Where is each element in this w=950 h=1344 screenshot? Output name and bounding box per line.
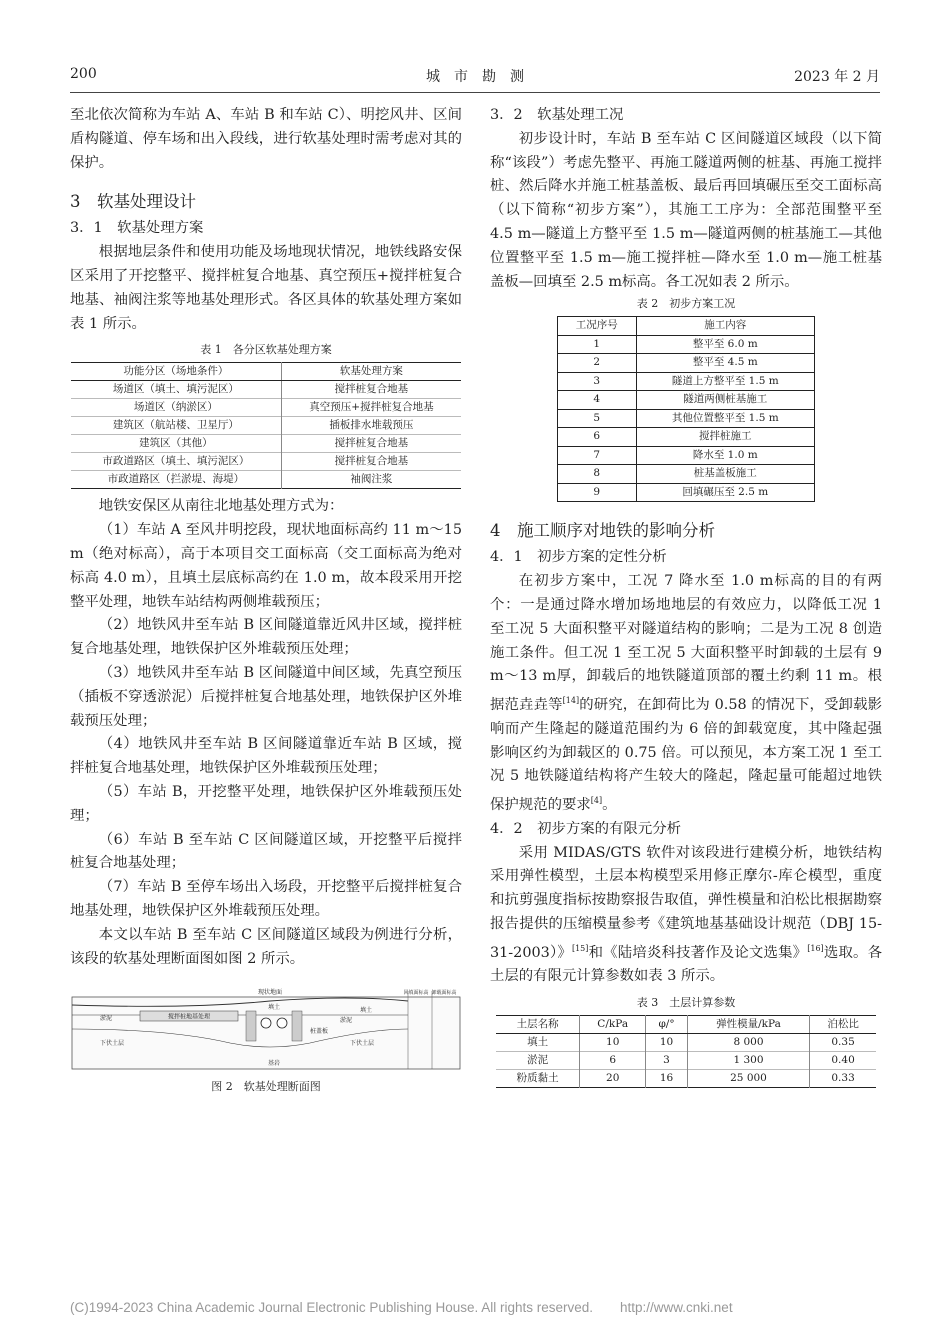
table-row: 4 隧道两侧桩基施工: [558, 391, 815, 410]
table-row: 建筑区（航站楼、卫星厅） 插板排水堆载预压: [71, 417, 461, 435]
citation-14: [14]: [562, 696, 580, 706]
header-rule: [70, 92, 880, 93]
table-2: [557, 316, 815, 502]
citation-16: [16]: [807, 943, 824, 953]
table-3-header: φ/°: [646, 1016, 688, 1034]
table-1-header: 软基处理方案: [281, 363, 461, 381]
section-4-1-paragraph: 在初步方案中，工况 7 降水至 1.0 m标高的目的有两个：一是通过降水增加场地地层的有效应力，以降低工况 1 至工况 5 大面积整平对隧道结构的影响；二是为工况 8 创造施工条件。但工况 1 至工况 5 大面积整平时卸载的土层有 9 m～13 m厚，卸载后的地铁隧道顶部的覆土约剩 11 m。根据范垚垚等[14]的研究，在卸荷比为 0.58 的情况下，受卸载影响而产生隆起的隧道范围约为 6 倍的卸载宽度，其中隆起强影响区约为卸载区的 0.75 倍。可以预见，本方案工况 1 至工况 5 地铁隧道结构将产生较大的隆起，隆起量可能超过地铁保护规范的要求[4]。: [490, 573, 882, 813]
table-1-caption: 表 1 各分区软基处理方案: [200, 343, 332, 357]
journal-name: 城 市 勘 测: [426, 69, 524, 85]
table-2-caption: 表 2 初步方案工况: [636, 297, 736, 311]
copyright-footer: (C)1994-2023 China Academic Journal Electronic Publishing House. All rights reserved. http://www.cnki.net: [70, 1300, 733, 1315]
treatment-item: （6）车站 B 至车站 C 区间隧道区域，开挖整平后搅拌桩复合地基处理；: [70, 831, 462, 872]
table-row: 淤泥 6 3 1 300 0.40: [496, 1052, 876, 1070]
figure-frame: [72, 997, 460, 1069]
table-3-header: 土层名称: [496, 1016, 580, 1034]
section-3-2-heading: 3．2 软基处理工况: [490, 107, 624, 123]
intro-paragraph: 至北依次简称为车站 A、车站 B 和车站 C）、明挖风井、区间盾构隧道、停车场和出入段线，进行软基处理时需考虑对其的保护。: [70, 107, 462, 171]
tunnel-left: [261, 1018, 271, 1028]
table-3-caption: 表 3 土层计算参数: [636, 996, 736, 1010]
table-row: 1 整平至 6.0 m: [558, 335, 815, 354]
table-row: 粉质黏土 20 16 25 000 0.33: [496, 1070, 876, 1088]
label-mixpile: 搅拌桩地基处理: [167, 1013, 211, 1021]
section-4-1-heading: 4．1 初步方案的定性分析: [490, 549, 667, 566]
label-backfill: 回填面标高: [403, 990, 429, 997]
label-lower-left: 下伏土层: [100, 1040, 125, 1048]
tunnel-right: [277, 1018, 287, 1028]
table-row: 场道区（填土、填污泥区） 搅拌桩复合地基: [71, 381, 461, 399]
section-3-heading: 3 软基处理设计: [70, 192, 196, 212]
table-row: 场道区（纳淤区） 真空预压+搅拌桩复合地基: [71, 399, 461, 417]
label-silt-right: 淤泥: [340, 1017, 353, 1025]
label-cap: 桩盖板: [310, 1028, 329, 1036]
table-row: 填土 10 10 8 000 0.35: [496, 1034, 876, 1052]
section-4-2-paragraph: 采用 MIDAS/GTS 软件对该段进行建模分析，地铁结构采用弹性模型，土层本构模型采用修正摩尔-库仑模型，重度和抗剪强度指标按勘察报告取值，弹性模量和泊松比根据勘察报告提供的压缩模量参考《建筑地基基础设计规范（DBJ 15-31-2003）》[15]和《陆培炎科技著作及论文选集》[16]选取。各土层的有限元计算参数如表 3 所示。: [490, 844, 882, 985]
table-2-header: 施工内容: [636, 317, 814, 336]
treatment-item: （4）地铁风井至车站 B 区间隧道靠近车站 B 区域，搅拌桩复合地基处理，地铁保护区外堆载预压处理；: [70, 736, 462, 777]
table-row: 5 其他位置整平至 1.5 m: [558, 409, 815, 428]
table-3-header: 泊松比: [810, 1016, 876, 1034]
treatment-item: （3）地铁风井至车站 B 区间隧道中间区域，先真空预压（插板不穿透淤泥）后搅拌桩复合地基处理，地铁保护区外堆载预压处理；: [70, 664, 462, 729]
table-1: [71, 362, 461, 489]
table-row: 9 回填碾压至 2.5 m: [558, 483, 815, 502]
table-2-header: 工况序号: [558, 317, 637, 336]
left-column: [70, 104, 462, 1099]
label-bedrock: 基岩: [267, 1060, 281, 1068]
treatment-item: （1）车站 A 至风井明挖段，现状地面标高约 11 m～15 m（绝对标高），高于本项目交工面标高（交工面标高为绝对标高 4.0 m），且填土层底标高约在 1.0 m，故本段采用开挖整平处理，地铁车站结构两侧堆载预压；: [70, 522, 462, 610]
section-4-2-heading: 4．2 初步方案的有限元分析: [490, 820, 681, 837]
treatment-intro: 地铁安保区从南往北地基处理方式为：: [98, 498, 344, 515]
table-1-header: 功能分区（场地条件）: [71, 363, 281, 381]
label-lower-right: 下伏土层: [350, 1040, 375, 1048]
table-row: 6 搅拌桩施工: [558, 428, 815, 447]
table-row: 7 降水至 1.0 m: [558, 446, 815, 465]
cross-section-figure: [70, 985, 462, 1073]
table-3-header: C/kPa: [580, 1016, 646, 1034]
table-3-header: 弹性模量/kPa: [687, 1016, 809, 1034]
treatment-item: （7）车站 B 至停车场出入场段，开挖整平后搅拌桩复合地基处理，地铁保护区外堆载预压处理。: [70, 879, 462, 919]
treatment-item: （2）地铁风井至车站 B 区间隧道靠近风井区域，搅拌桩复合地基处理，地铁保护区外堆载预压处理；: [70, 617, 462, 658]
table-row: 8 桩基盖板施工: [558, 465, 815, 484]
label-silt-left: 淤泥: [100, 1015, 113, 1023]
section-final-paragraph: 本文以车站 B 至车站 C 区间隧道区域段为例进行分析，该段的软基处理断面图如图 2 所示。: [70, 926, 462, 967]
citation-15: [15]: [571, 943, 589, 953]
table-3: [496, 1015, 876, 1088]
citation-4: [4]: [590, 796, 603, 806]
table-row: 建筑区（其他） 搅拌桩复合地基: [71, 435, 461, 453]
figure-2-caption: 图 2 软基处理断面图: [211, 1080, 321, 1094]
pile-right: [292, 1011, 302, 1041]
issue-date: 2023 年 2 月: [794, 69, 880, 85]
right-column: [490, 104, 882, 1088]
section-3-1-heading: 3．1 软基处理方案: [70, 220, 204, 237]
table-row: 3 隧道上方整平至 1.5 m: [558, 372, 815, 391]
table-row: 市政道路区（拦淤堤、海堤） 袖阀注浆: [71, 471, 461, 489]
pile-left: [246, 1011, 256, 1041]
treatment-item: （5）车站 B，开挖整平处理，地铁保护区外堆载预压处理；: [70, 783, 462, 824]
label-ground: 现状地面: [257, 989, 283, 997]
section-3-2-paragraph: 初步设计时，车站 B 至车站 C 区间隧道区域段（以下简称“该段”）考虑先整平、再施工隧道两侧的桩基、再施工搅拌桩、然后降水并施工桩基盖板、最后再回填碾压至交工面标高（以下简称“初步方案”），其施工工序为：全部范围整平至 4.5 m—隧道上方整平至 1.5 m—隧道两侧的桩基施工—其他位置整平至 1.5 m—施工搅拌桩—降水至 1.0 m—施工桩基盖板—回填至 2.5 m标高。各工况如表 2 所示。: [490, 130, 882, 290]
table-row: 2 整平至 4.5 m: [558, 354, 815, 373]
label-fill-top: 填土: [267, 1004, 281, 1012]
section-3-1-paragraph: 根据地层条件和使用功能及场地现状情况，地铁线路安保区采用了开挖整平、搅拌桩复合地基、真空预压+搅拌桩复合地基、袖阀注浆等地基处理形式。各区具体的软基处理方案如表 1 所示。: [70, 244, 462, 332]
table-row: 市政道路区（填土、填污泥区） 搅拌桩复合地基: [71, 453, 461, 471]
section-4-heading: 4 施工顺序对地铁的影响分析: [490, 521, 715, 541]
page-number: 200: [70, 66, 97, 82]
label-unload: 卸载面标高: [431, 990, 457, 997]
label-fill-right: 填土: [360, 1007, 373, 1015]
